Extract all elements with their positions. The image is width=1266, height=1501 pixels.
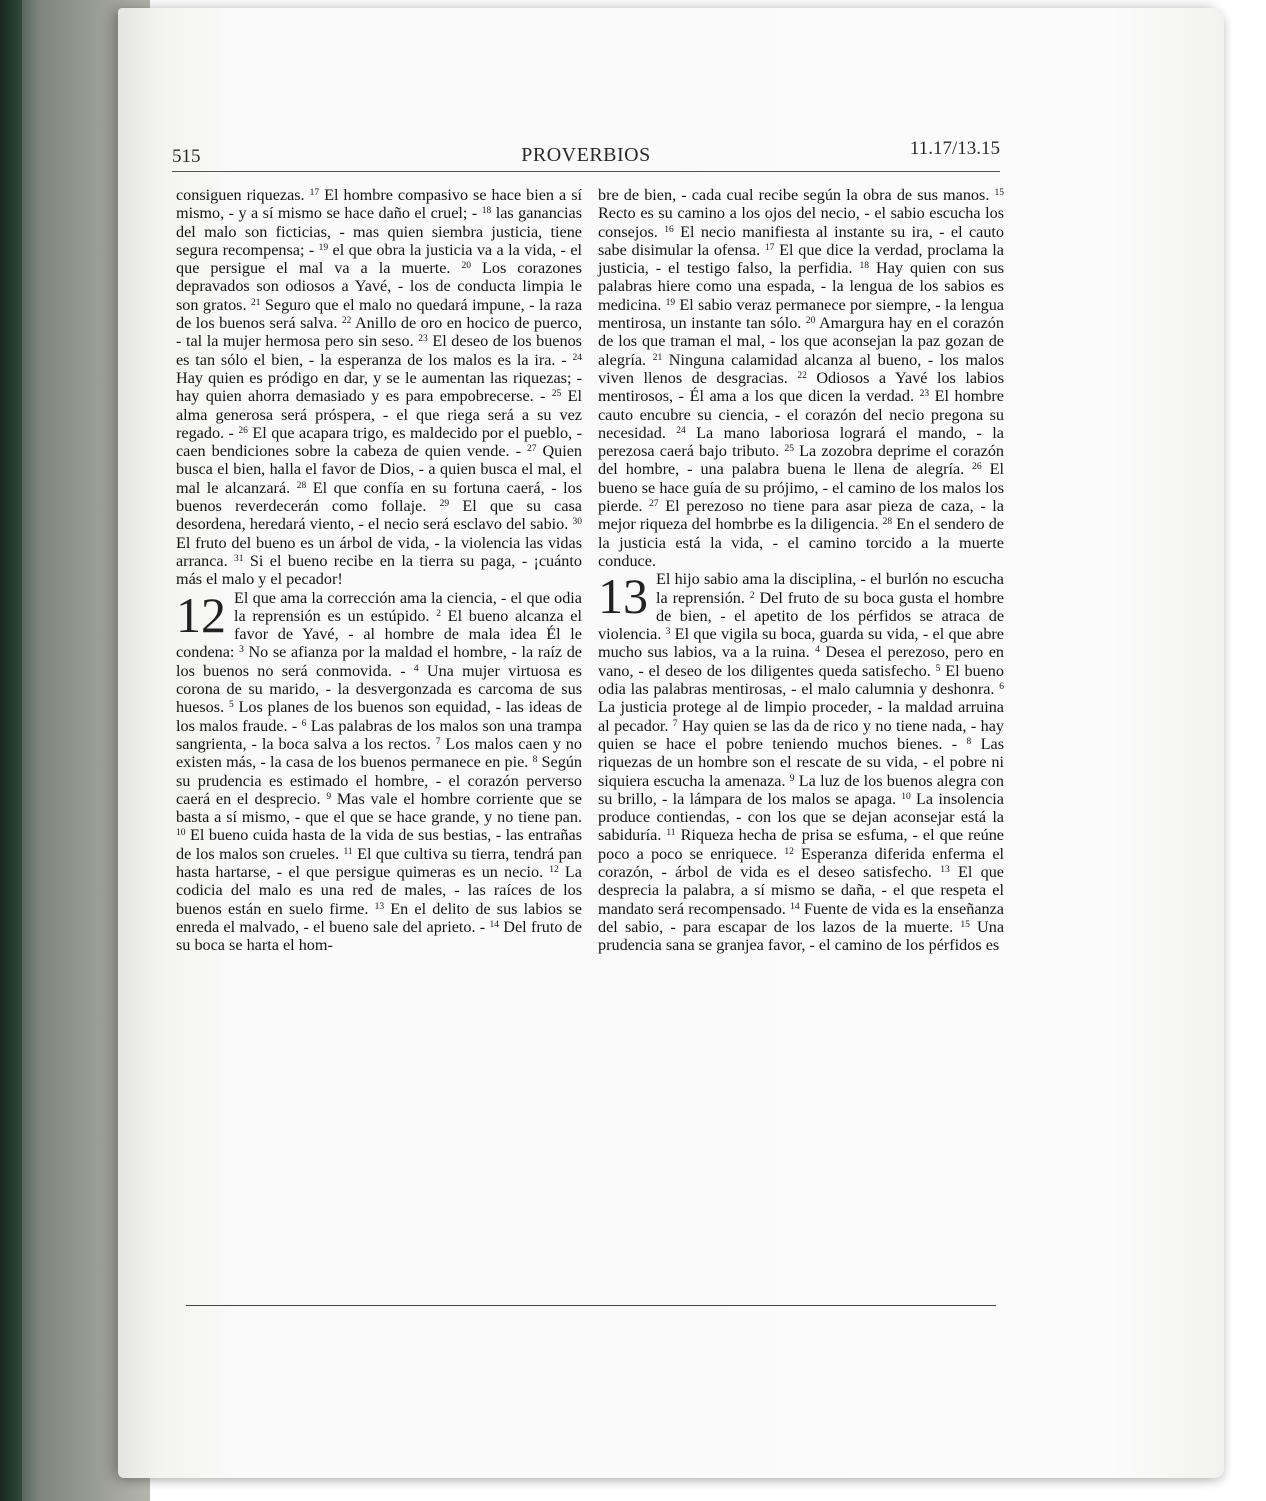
verse-text: Hay quien es pródigo en dar, y se le aumentan las riquezas; - hay quien ahorra demasiado y es para empobrecerse. - [176,368,582,406]
chapter-number: 13 [598,568,648,625]
verse-text: Seguro que el malo no quedará impune, - la raza de los buenos será salva. [176,295,582,333]
chapter-text [176,586,583,955]
chapter-block [176,586,583,955]
verse-text: Las palabras de los malos son una trampa sangrienta, - la boca salva a los rectos. [176,716,582,753]
verse-number: 12 [784,846,794,857]
verse-number: 6 [301,718,307,729]
verse-text: La codicia del malo es una red de males, - las raíces de los buenos están en suelo firme. [176,862,582,918]
verse-text: El que acapara trigo, es maldecido por el pueblo, - caen bendiciones sobre la cabeza de quien vende. - [176,423,582,461]
chapter-block [598,570,1004,954]
verse-text: Recto es su camino a los ojos del necio, - el sabio escucha los consejos. [598,204,1004,241]
verse-text: El que su casa desordena, heredará viento, - el necio será esclavo del sabio. [176,497,582,534]
running-head [172,140,1000,170]
verse-number: 8 [532,755,538,766]
verse-text: No se afianza por la maldad el hombre, - la raíz de los buenos no será conmovida. - [176,643,582,680]
header-rule [172,171,1000,172]
verse-number: 13 [374,901,385,912]
verse-number: 31 [234,553,244,564]
verse-number: 5 [228,700,234,711]
verse-number: 28 [296,480,307,491]
verse-number: 20 [805,316,816,327]
verse-text: La luz de los buenos alegra con su brillo, - la lámpara de los malos se apaga. [598,771,1004,808]
verse-text: En el sendero de la justicia está la vida, - el camino torcido a la muerte conduce. [598,515,1004,570]
verse-text: Ninguna calamidad alcanza al bueno, - los malos viven llenos de desgracias. [598,350,1004,387]
verse-number: 15 [994,188,1004,198]
book-title: PROVERBIOS [521,144,651,166]
verse-number: 8 [966,736,972,747]
verse-text: El perezoso no tiene para asar pieza de caza, - la mejor riqueza del hombrbe es la diligencia. [598,497,1004,534]
verse-number: 18 [481,206,492,217]
verse-number: 7 [672,718,678,729]
verse-text: El hijo sabio ama la disciplina, - el burlón no escucha la reprensión. [656,570,1004,607]
verse-text: Anillo de oro en hocico de puerco, - tal la mujer hermosa pero sin seso. [176,314,582,351]
verse-text: Según su prudencia es estimado el hombre, - el corazón perverso caerá en el desprecio. [176,753,583,808]
verse-number: 11 [666,828,676,839]
verse-text: las ganancias del malo son ficticias, - mas quien siembra justicia, tiene segura recompensa; - [176,204,582,259]
verse-text: El bueno odia las palabras mentirosas, - el malo calumnia y deshonra. [598,661,1004,699]
verse-number: 10 [901,791,911,802]
verse-number: 14 [489,919,499,930]
verse-number: 25 [551,389,562,400]
verse-text: el que obra la justicia va a la vida, - el que persigue el mal va a la muerte. [176,240,582,278]
verse-text: Los malos caen y no existen más, - la casa de los buenos permanece en pie. [176,734,582,772]
verse-number: 23 [418,334,428,345]
text-block [598,186,1004,570]
chapter-verse-reference: 11.17/13.15 [909,138,1000,159]
verse-text: Quien busca el bien, halla el favor de Dios, - a quien busca el mal, el mal le alcanzará. [176,442,583,497]
verse-text: Una mujer virtuosa es corona de su marido, - la desvergonzada es carcoma de sus huesos. [176,661,582,717]
verse-text: Hay quien se las da de rico y no tiene nada, - hay quien se hace el pobre teniendo muchos bienes. - [598,716,1004,753]
verse-number: 19 [665,297,676,308]
verse-number: 6 [999,682,1004,693]
verse-number: 15 [960,919,970,930]
verse-text: Las riquezas de un hombre son el rescate de su vida, - el pobre ni siquiera escucha la amenaza. [598,734,1005,790]
verse-number: 21 [652,352,663,363]
verse-text: El que vigila su boca, guarda su vida, - el que abre mucho sus labios, va a la ruina. [598,625,1004,662]
right-column [598,186,1004,954]
verse-number: 26 [238,425,248,436]
verse-text: El que cultiva su tierra, tendrá pan hasta hartarse, - el que persigue quimeras es un necio. [176,844,582,881]
verse-number: 2 [749,590,755,601]
verse-number: 12 [549,864,559,875]
verse-text: En el delito de sus labios se enreda el malvado, - el bueno sale del aprieto. - [176,899,582,936]
verse-number: 16 [664,224,674,235]
verse-text: El que dice la verdad, proclama la justicia, - el testigo falso, la perfidia. [598,240,1004,278]
verse-text: Riqueza hecha de prisa se esfuma, - el que reúne poco a poco se enriquece. [598,826,1004,863]
verse-number: 14 [790,901,800,912]
verse-number: 17 [764,242,775,253]
page-number: 515 [172,146,201,167]
verse-text: El alma generosa será próspera, - el que riega será a su vez regado. - [176,387,582,442]
verse-number: 18 [859,261,870,272]
verse-text: El que ama la corrección ama la ciencia, - el que odia la reprensión es un estúpido. [234,588,582,625]
verse-number: 30 [572,517,582,528]
verse-text: La zozobra deprime el corazón del hombre, - una palabra buena le llena de alegría. [598,442,1005,479]
verse-number: 28 [882,517,893,528]
verse-text: El bueno se hace guía de su prójimo, - el camino de los malos los pierde. [598,460,1004,516]
verse-text: Una prudencia sana se granjea favor, - el camino de los pérfidos es [598,917,1005,955]
verse-number: 9 [326,791,332,802]
verse-number: 21 [250,297,261,308]
verse-text: El bueno alcanza el favor de Yavé, - al hombre de mala idea Él le condena: [176,606,582,662]
verse-number: 22 [341,316,352,327]
verse-text: Si el bueno recibe en la tierra su paga, - ¡cuánto más el malo y el pecador! [176,551,582,589]
verse-text: Esperanza diferida enferma el corazón, - árbol de vida es el deseo satisfecho. [598,844,1005,881]
verse-number: 22 [797,370,807,381]
verse-text: La mano laboriosa logrará el mando, - la perezosa caerá bajo tributo. [598,423,1004,461]
verse-text: Odiosos a Yavé los labios mentirosos, - Él ama a los que dicen la verdad. [598,368,1004,406]
verse-number: 9 [789,773,795,784]
verse-text: Amargura hay en el corazón de los que traman el mal, - los que aconsejan la paz gozan de alegría. [598,314,1004,369]
verse-text: Del fruto de su boca se harta el hom- [176,917,582,955]
verse-text: Fuente de vida es la enseñanza del sabio, - para escapar de los lazos de la muerte. [598,899,1004,936]
chapter-text [598,570,1004,954]
verse-text: consiguen riquezas. [176,186,310,204]
verse-text: La justicia protege al de limpio proceder, - la maldad arruina al pecador. [598,698,1004,735]
verse-number: 11 [343,846,353,857]
verse-number: 2 [436,608,441,619]
verse-text: Hay quien con sus palabras hiere como una espada, - la lengua de los sabios es medicina. [598,259,1004,314]
verse-number: 23 [919,389,930,400]
verse-number: 7 [435,736,441,747]
verse-number: 19 [318,242,329,253]
verse-number: 24 [572,352,582,363]
verse-number: 29 [439,499,450,510]
text-block [176,186,582,589]
verse-number: 25 [784,444,794,455]
chapter-number: 12 [176,586,226,643]
verse-text: El deseo de los buenos es tan sólo el bien, - la esperanza de los malos es la ira. - [176,332,582,369]
footer-rule [186,1305,996,1306]
verse-number: 26 [972,462,982,473]
verse-number: 3 [665,627,671,638]
verse-text: El sabio veraz permanece por siempre, - la lengua mentirosa, un instante tan sólo. [598,295,1004,333]
verse-text: bre de bien, - cada cual recibe según la obra de sus manos. [598,186,995,204]
verse-text: El hombre cauto encubre su ciencia, - el corazón del necio pregona su necesidad. [598,387,1004,442]
verse-number: 4 [413,663,419,674]
verse-number: 20 [461,261,471,272]
verse-number: 17 [309,188,320,198]
verse-text: Los corazones depravados son odiosos a Yavé, - los de conducta limpia le son gratos. [176,259,582,314]
verse-text: Desea el perezoso, pero en vano, - el deseo de los diligentes queda satisfecho. [598,643,1005,680]
verse-text: Los planes de los buenos son equidad, - las ideas de los malos fraude. - [176,698,582,735]
verse-text: Del fruto de su boca gusta el hombre de bien, - el apetito de los pérfidos se atraca de violencia. [598,588,1004,644]
verse-number: 27 [649,499,659,510]
book-spine [0,0,22,1501]
verse-text: Mas vale el hombre corriente que se basta a sí mismo, - que el que se hace grande, y no tiene pan. [176,789,582,827]
verse-number: 3 [239,645,244,656]
verse-number: 27 [526,444,537,455]
verse-number: 5 [935,663,941,674]
verse-text: El que confía en su fortuna caerá, - los buenos reverdecerán como follaje. [176,478,583,516]
verse-text: La insolencia produce contiendas, - con los que se dejan aconsejar está la sabiduría. [598,789,1004,845]
verse-text: El necio manifiesta al instante su ira, - el cauto sabe disimular la ofensa. [598,222,1004,259]
verse-text: El bueno cuida hasta de la vida de sus bestias, - las entrañas de los malos son crueles. [176,826,582,863]
verse-number: 24 [676,425,686,436]
left-column [176,186,582,954]
verse-number: 4 [815,645,820,656]
verse-text: El fruto del bueno es un árbol de vida, - la violencia las vidas arranca. [176,533,582,570]
verse-number: 10 [176,828,186,839]
verse-number: 13 [940,864,950,875]
verse-text: El que desprecia la palabra, a sí mismo se daña, - el que respeta el mandato será recompensado. [598,862,1004,918]
verse-text: El hombre compasivo se hace bien a sí mismo, - y a sí mismo se hace daño el cruel; - [176,186,582,223]
